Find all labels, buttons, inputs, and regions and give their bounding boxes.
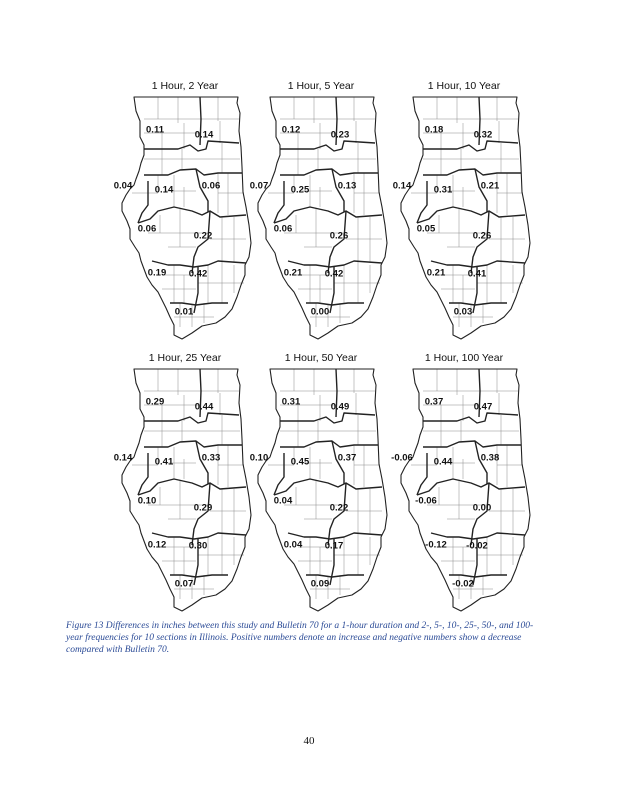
section-value-south: 0.03: [453, 306, 473, 318]
map-panel-1h-100yr: [389, 352, 539, 612]
section-value-east-southeast: 0.26: [472, 230, 492, 242]
illinois-map: [389, 95, 539, 340]
section-value-south: 0.07: [174, 578, 194, 590]
section-value-east: 0.38: [480, 452, 500, 464]
section-value-northwest: 0.29: [145, 396, 165, 408]
section-value-southwest: 0.04: [283, 539, 303, 551]
section-value-southwest: -0.12: [425, 539, 447, 551]
section-value-southwest: 0.19: [147, 267, 167, 279]
illinois-map: [110, 95, 260, 340]
map-title: 1 Hour, 5 Year: [287, 80, 355, 92]
map-title: 1 Hour, 50 Year: [284, 352, 358, 364]
section-value-southeast: -0.02: [466, 540, 488, 552]
section-value-southwest: 0.12: [147, 539, 167, 551]
map-title: 1 Hour, 100 Year: [424, 352, 504, 364]
section-value-west-southwest: 0.10: [137, 495, 157, 507]
section-value-southeast: 0.17: [324, 540, 344, 552]
section-value-east-southeast: 0.26: [329, 230, 349, 242]
section-value-northeast: 0.49: [330, 401, 350, 413]
section-value-central: 0.44: [433, 456, 453, 468]
section-value-northwest: 0.31: [281, 396, 301, 408]
section-value-south: 0.01: [174, 306, 194, 318]
section-value-east: 0.06: [201, 180, 221, 192]
map-title: 1 Hour, 25 Year: [148, 352, 222, 364]
illinois-map: [246, 367, 396, 612]
section-value-central: 0.14: [154, 184, 174, 196]
section-value-east-southeast: 0.00: [472, 502, 492, 514]
section-value-west-southwest: 0.06: [273, 223, 293, 235]
section-value-east-southeast: 0.22: [329, 502, 349, 514]
section-value-west: 0.14: [392, 180, 412, 192]
map-title: 1 Hour, 2 Year: [151, 80, 219, 92]
map-panel-1h-5yr: [246, 80, 396, 340]
section-value-central: 0.31: [433, 184, 453, 196]
section-value-west: -0.06: [391, 452, 413, 464]
section-value-northwest: 0.11: [146, 124, 164, 136]
section-value-west: 0.07: [249, 180, 269, 192]
section-value-southwest: 0.21: [283, 267, 303, 279]
section-value-northeast: 0.14: [194, 129, 214, 141]
section-value-east-southeast: 0.29: [193, 502, 213, 514]
figure-caption: Figure 13 Differences in inches between this study and Bulletin 70 for a 1-hour duration and 2-, 5-, 10-, 25-, 50-, and 100-year frequencies for 10 sections in Illinois. Positive numbers denote an increase and negative numbers show a decrease compared with Bulletin 70.: [66, 621, 534, 655]
section-value-east: 0.13: [337, 180, 357, 192]
section-value-northeast: 0.23: [330, 129, 350, 141]
section-value-southwest: 0.21: [426, 267, 446, 279]
section-value-south: 0.09: [310, 578, 330, 590]
illinois-map: [246, 95, 396, 340]
illinois-map: [110, 367, 260, 612]
section-value-northeast: 0.47: [473, 401, 493, 413]
map-panel-1h-25yr: [110, 352, 260, 612]
section-value-southeast: 0.41: [467, 268, 487, 280]
section-value-west: 0.10: [249, 452, 269, 464]
section-value-south: -0.02: [452, 578, 474, 590]
section-value-northeast: 0.32: [473, 129, 493, 141]
section-value-northwest: 0.18: [424, 124, 444, 136]
map-panel-1h-2yr: [110, 80, 260, 340]
map-title: 1 Hour, 10 Year: [427, 80, 501, 92]
section-value-southeast: 0.42: [324, 268, 344, 280]
section-value-southeast: 0.42: [188, 268, 208, 280]
section-value-central: 0.45: [290, 456, 310, 468]
section-value-west-southwest: 0.06: [137, 223, 157, 235]
section-value-west: 0.04: [113, 180, 133, 192]
section-value-west-southwest: 0.04: [273, 495, 293, 507]
section-value-east: 0.37: [337, 452, 357, 464]
map-panel-1h-50yr: [246, 352, 396, 612]
section-value-west-southwest: 0.05: [416, 223, 436, 235]
section-value-central: 0.25: [290, 184, 310, 196]
section-value-east: 0.21: [480, 180, 500, 192]
page-number: 40: [303, 735, 315, 747]
section-value-east: 0.33: [201, 452, 221, 464]
section-value-west-southwest: -0.06: [415, 495, 437, 507]
section-value-northwest: 0.37: [424, 396, 444, 408]
section-value-northeast: 0.44: [194, 401, 214, 413]
section-value-northwest: 0.12: [281, 124, 301, 136]
section-value-west: 0.14: [113, 452, 133, 464]
section-value-central: 0.41: [154, 456, 174, 468]
illinois-map: [389, 367, 539, 612]
section-value-southeast: 0.30: [188, 540, 208, 552]
section-value-south: 0.00: [310, 306, 330, 318]
map-panel-1h-10yr: [389, 80, 539, 340]
section-value-east-southeast: 0.22: [193, 230, 213, 242]
